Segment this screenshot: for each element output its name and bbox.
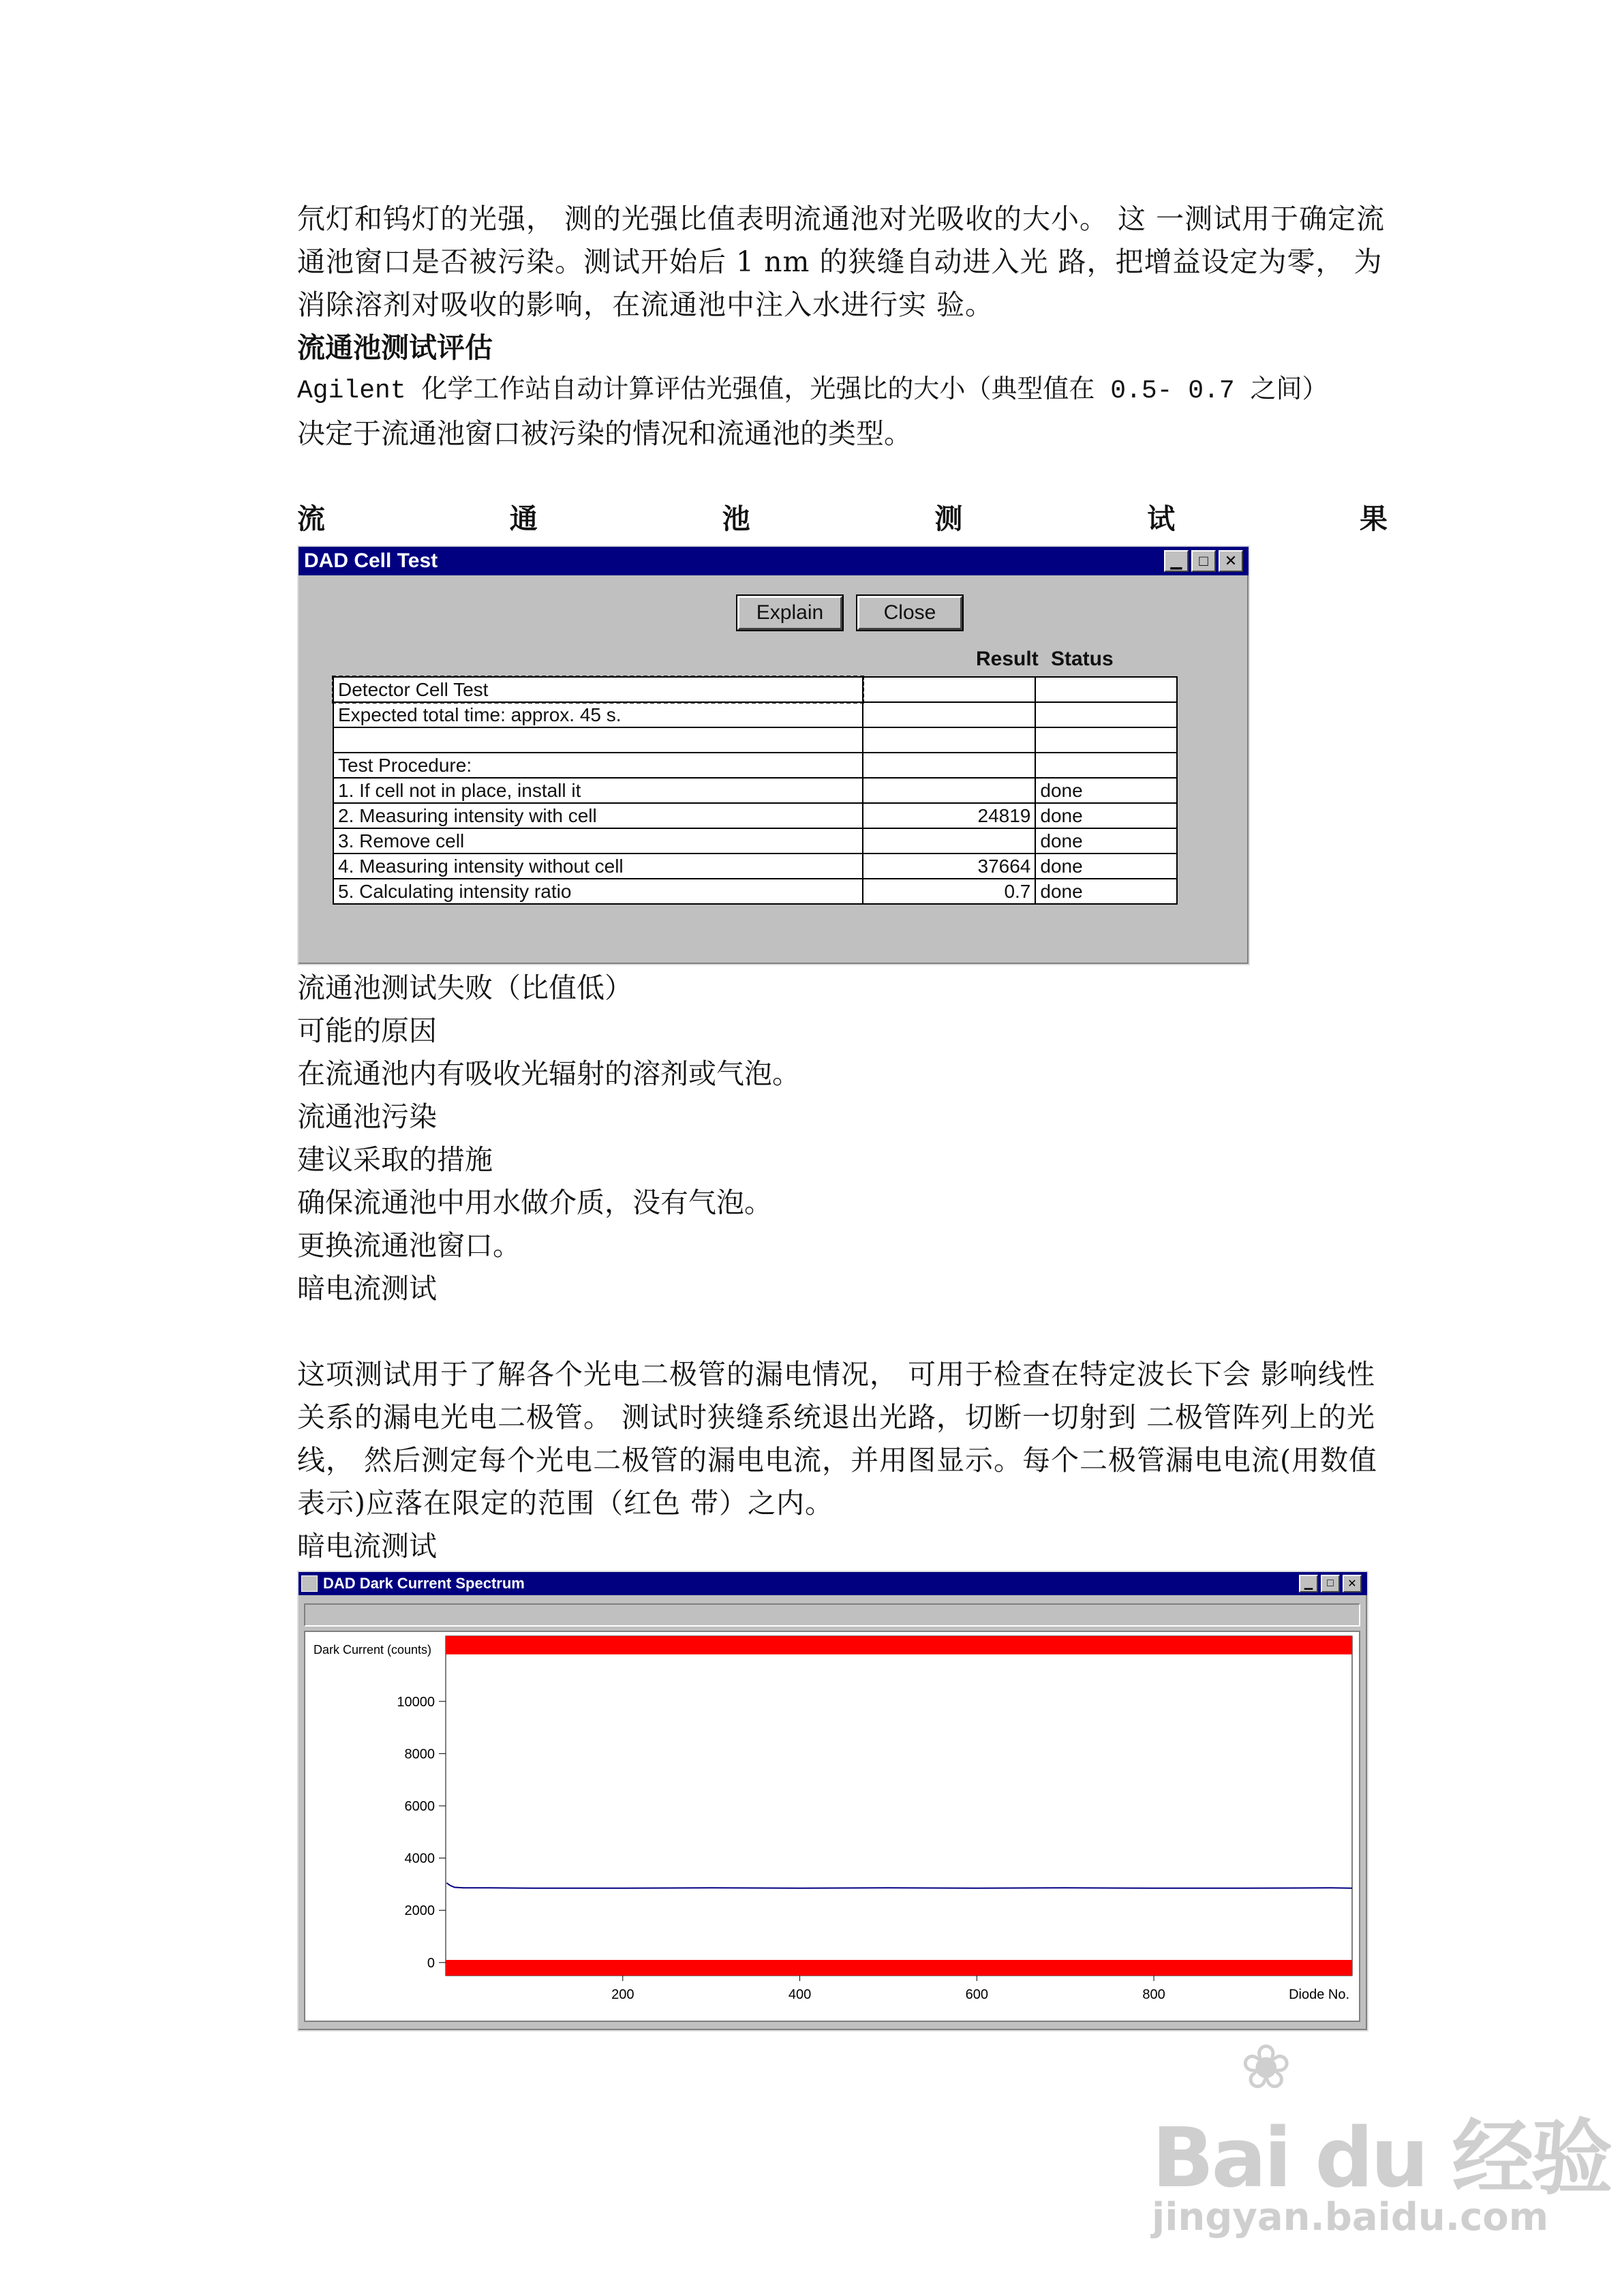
cell-label: Detector Cell Test (333, 677, 863, 702)
result-heading-char: 试 (1147, 502, 1176, 535)
maximize-icon[interactable]: □ (1321, 1575, 1340, 1592)
failure-line: 建议采取的措施 (297, 1143, 493, 1176)
table-row (333, 778, 1177, 803)
failure-line: 可能的原因 (297, 1014, 437, 1047)
cell-result (863, 677, 1035, 702)
spectrum-title: DAD Dark Current Spectrum (323, 1575, 525, 1592)
y-tick-label: 4000 (404, 1851, 435, 1867)
evaluation-heading: 流通池测试评估 (297, 331, 493, 364)
cell-label: 2. Measuring intensity with cell (333, 803, 863, 828)
y-axis-label: Dark Current (counts) (313, 1643, 432, 1657)
cell-status (1035, 727, 1177, 753)
chart-frame (304, 1631, 1360, 2022)
result-heading-char: 测 (934, 502, 963, 535)
dark-current-heading: 暗电流测试 (297, 1530, 437, 1562)
cell-result (863, 727, 1035, 753)
table-row (333, 803, 1177, 828)
x-tick-label: 400 (788, 1987, 812, 2002)
dark-current-paragraph: 这项测试用于了解各个光电二极管的漏电情况， 可用于检查在特定波长下会 影响线性关系的漏电光电二极管。 测试时狭缝系统退出光路，切断一切射到 二极管阵列上的光线， 然后测定每个光电二极管的漏电电流，并用图显示。每个二极管漏电电流(用数值表示)应落在限定的范围（红色 带）之内。 (297, 1358, 1378, 1520)
cell-test-titlebar[interactable] (299, 547, 1249, 575)
failure-line: 确保流通池中用水做介质，没有气泡。 (297, 1186, 772, 1219)
watermark-brand: ❀ Bai du 经验 (1152, 2031, 1610, 2206)
cell-test-title: DAD Cell Test (304, 549, 438, 572)
cell-result: 37664 (863, 854, 1035, 879)
result-heading-char: 流 (297, 502, 325, 535)
cell-result (863, 702, 1035, 727)
limit-band (446, 1960, 1352, 1976)
minimize-icon[interactable]: ▁ (1299, 1575, 1318, 1592)
cell-status (1035, 702, 1177, 727)
cell-test-window (297, 545, 1250, 965)
result-heading-char: 通 (509, 502, 538, 535)
close-button[interactable]: Close (857, 596, 962, 630)
y-tick-label: 8000 (404, 1747, 435, 1762)
cell-label: 1. If cell not in place, install it (333, 778, 863, 803)
maximize-icon[interactable]: □ (1191, 550, 1216, 572)
cell-result (863, 778, 1035, 803)
intro-paragraph: 氘灯和钨灯的光强， 测的光强比值表明流通池对光吸收的大小。 这 一测试用于确定流通池窗口是否被污染。测试开始后 1 nm 的狭缝自动进入光 路，把增益设定为零， 为消除溶剂对吸收的影响，在流通池中注入水进行实 验。 (297, 202, 1386, 321)
minimize-icon[interactable]: ▁ (1164, 550, 1189, 572)
x-tick-label: 200 (611, 1987, 634, 2002)
failure-line: 暗电流测试 (297, 1272, 437, 1305)
cell-status: done (1035, 828, 1177, 854)
evaluation-text-1: Agilent 化学工作站自动计算评估光强值，光强比的大小（典型值在 0.5- 0.7 之间） (297, 376, 1328, 406)
cell-result (863, 753, 1035, 778)
failure-line: 流通池污染 (297, 1100, 437, 1133)
spectrum-window (297, 1571, 1368, 2031)
table-row (333, 828, 1177, 854)
cell-test-table (333, 676, 1178, 905)
cell-label (333, 727, 863, 753)
cell-result: 0.7 (863, 879, 1035, 904)
toolbar-strip (304, 1603, 1360, 1627)
close-icon[interactable]: ✕ (1219, 550, 1243, 572)
cell-status (1035, 753, 1177, 778)
close-icon[interactable]: ✕ (1343, 1575, 1362, 1592)
cell-label: 5. Calculating intensity ratio (333, 879, 863, 904)
x-tick-label: 600 (965, 1987, 988, 2002)
cell-result (863, 828, 1035, 854)
cell-label: Expected total time: approx. 45 s. (333, 702, 863, 727)
paw-icon: ❀ (1240, 2031, 1289, 2103)
table-row (333, 753, 1177, 778)
plot-area (446, 1636, 1352, 1976)
table-row (333, 727, 1177, 753)
limit-band (446, 1636, 1352, 1655)
y-tick-label: 10000 (397, 1694, 435, 1710)
spectrum-titlebar[interactable] (299, 1572, 1367, 1595)
cell-status: done (1035, 778, 1177, 803)
table-row (333, 702, 1177, 727)
cell-status (1035, 677, 1177, 702)
table-row (333, 879, 1177, 904)
cell-label: 4. Measuring intensity without cell (333, 854, 863, 879)
watermark-url: jingyan.baidu.com (1152, 2195, 1549, 2239)
cell-status: done (1035, 803, 1177, 828)
evaluation-text-2: 决定于流通池窗口被污染的情况和流通池的类型。 (297, 417, 912, 450)
cell-status: done (1035, 854, 1177, 879)
x-tick-label: 800 (1142, 1987, 1165, 2002)
status-column-header: Status (1051, 648, 1114, 670)
result-heading-char: 果 (1359, 502, 1388, 535)
result-column-header: Result (976, 648, 1039, 670)
table-row (333, 677, 1177, 702)
cell-label: 3. Remove cell (333, 828, 863, 854)
y-tick-label: 2000 (404, 1903, 435, 1919)
explain-button[interactable]: Explain (737, 596, 842, 630)
table-row (333, 854, 1177, 879)
cell-status: done (1035, 879, 1177, 904)
x-axis-label: Diode No. (1289, 1987, 1349, 2002)
cell-result: 24819 (863, 803, 1035, 828)
dark-current-chart (305, 1632, 1359, 2021)
result-heading-char: 池 (722, 502, 750, 535)
failure-line: 流通池测试失败（比值低） (297, 971, 632, 1004)
failure-line: 在流通池内有吸收光辐射的溶剂或气泡。 (297, 1057, 800, 1090)
result-heading (297, 495, 1388, 538)
cell-label: Test Procedure: (333, 753, 863, 778)
app-icon (301, 1575, 318, 1592)
y-tick-label: 0 (427, 1955, 435, 1971)
failure-line: 更换流通池窗口。 (297, 1229, 521, 1262)
y-tick-label: 6000 (404, 1799, 435, 1814)
